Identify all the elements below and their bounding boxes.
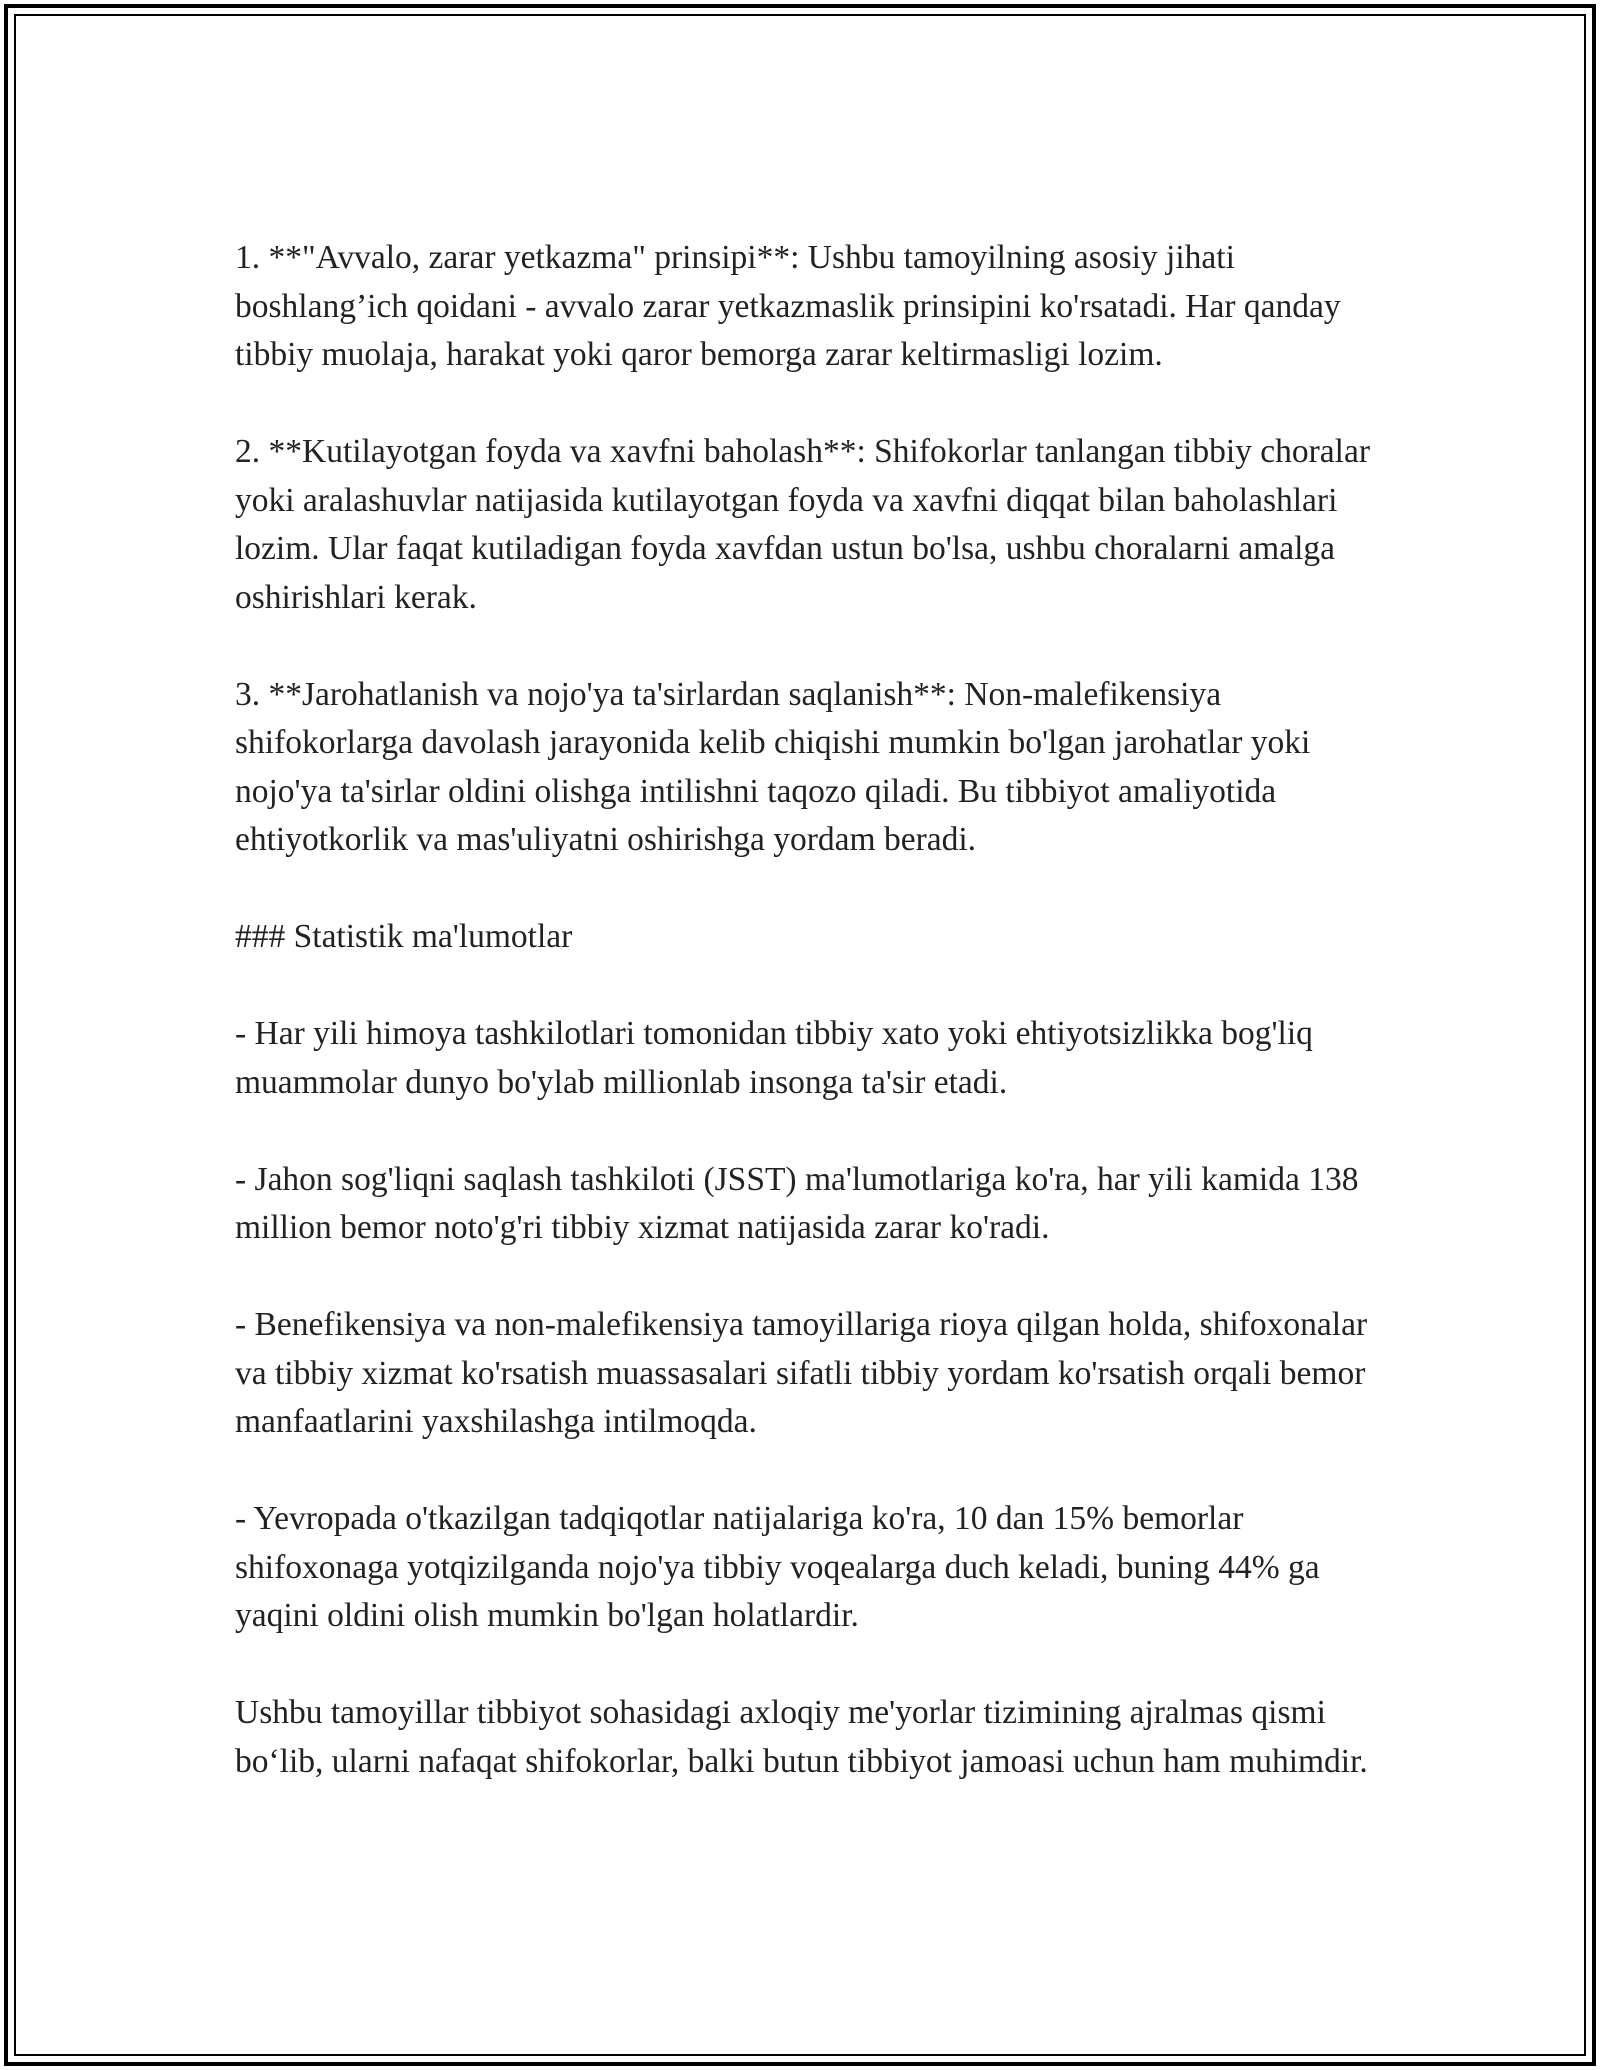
list-item-statistic-3: - Benefikensiya va non-malefikensiya tamoyillariga rioya qilgan holda, shifoxonalar va tibbiy xizmat ko'rsatish muassasalari sifatli tibbiy yordam ko'rsatish orqali bemor manfaatlarini yaxshilashga intilmoqda. (235, 1306, 1368, 1440)
paragraph-principle-do-no-harm: 1. **"Avvalo, zarar yetkazma" prinsipi**: Ushbu tamoyilning asosiy jihati boshlang’ich qoidani - avvalo zarar yetkazmaslik prinsipini ko'rsatadi. Har qanday tibbiy muolaja, harakat yoki qaror bemorga zarar keltirmasligi lozim. (235, 239, 1341, 373)
list-item-statistic-1: - Har yili himoya tashkilotlari tomonidan tibbiy xato yoki ehtiyotsizlikka bog'liq muammolar dunyo bo'ylab millionlab insonga ta'sir etadi. (235, 1015, 1313, 1101)
paragraph-benefit-risk-assessment: 2. **Kutilayotgan foyda va xavfni baholash**: Shifokorlar tanlangan tibbiy choralar yoki aralashuvlar natijasida kutilayotgan foyda va xavfni diqqat bilan baholashlari lozim. Ular faqat kutiladigan foyda xavfdan ustun bo'lsa, ushbu choralarni amalga oshirishlari kerak. (235, 433, 1370, 616)
list-item-statistic-2: - Jahon sog'liqni saqlash tashkiloti (JSST) ma'lumotlariga ko'ra, har yili kamida 138 million bemor noto'g'ri tibbiy xizmat natijasida zarar ko'radi. (235, 1160, 1359, 1246)
paragraph-conclusion: Ushbu tamoyillar tibbiyot sohasidagi axloqiy me'yorlar tizimining ajralmas qismi bo‘lib, ularni nafaqat shifokorlar, balki butun tibbiyot jamoasi uchun ham muhimdir. (235, 1694, 1368, 1780)
section-heading-statistics: ### Statistik ma'lumotlar (235, 918, 573, 955)
document-body (235, 234, 1375, 1786)
paragraph-injury-side-effect-prevention: 3. **Jarohatlanish va nojo'ya ta'sirlardan saqlanish**: Non-malefikensiya shifokorlarga davolash jarayonida kelib chiqishi mumkin bo'lgan jarohatlar yoki nojo'ya ta'sirlar oldini olishga intilishni taqozo qiladi. Bu tibbiyot amaliyotida ehtiyotkorlik va mas'uliyatni oshirishga yordam beradi. (235, 675, 1311, 858)
list-item-statistic-4: - Yevropada o'tkazilgan tadqiqotlar natijalariga ko'ra, 10 dan 15% bemorlar shifoxonaga yotqizilganda nojo'ya tibbiy voqealarga duch keladi, buning 44% ga yaqini oldini olish mumkin bo'lgan holatlardir. (235, 1500, 1320, 1634)
